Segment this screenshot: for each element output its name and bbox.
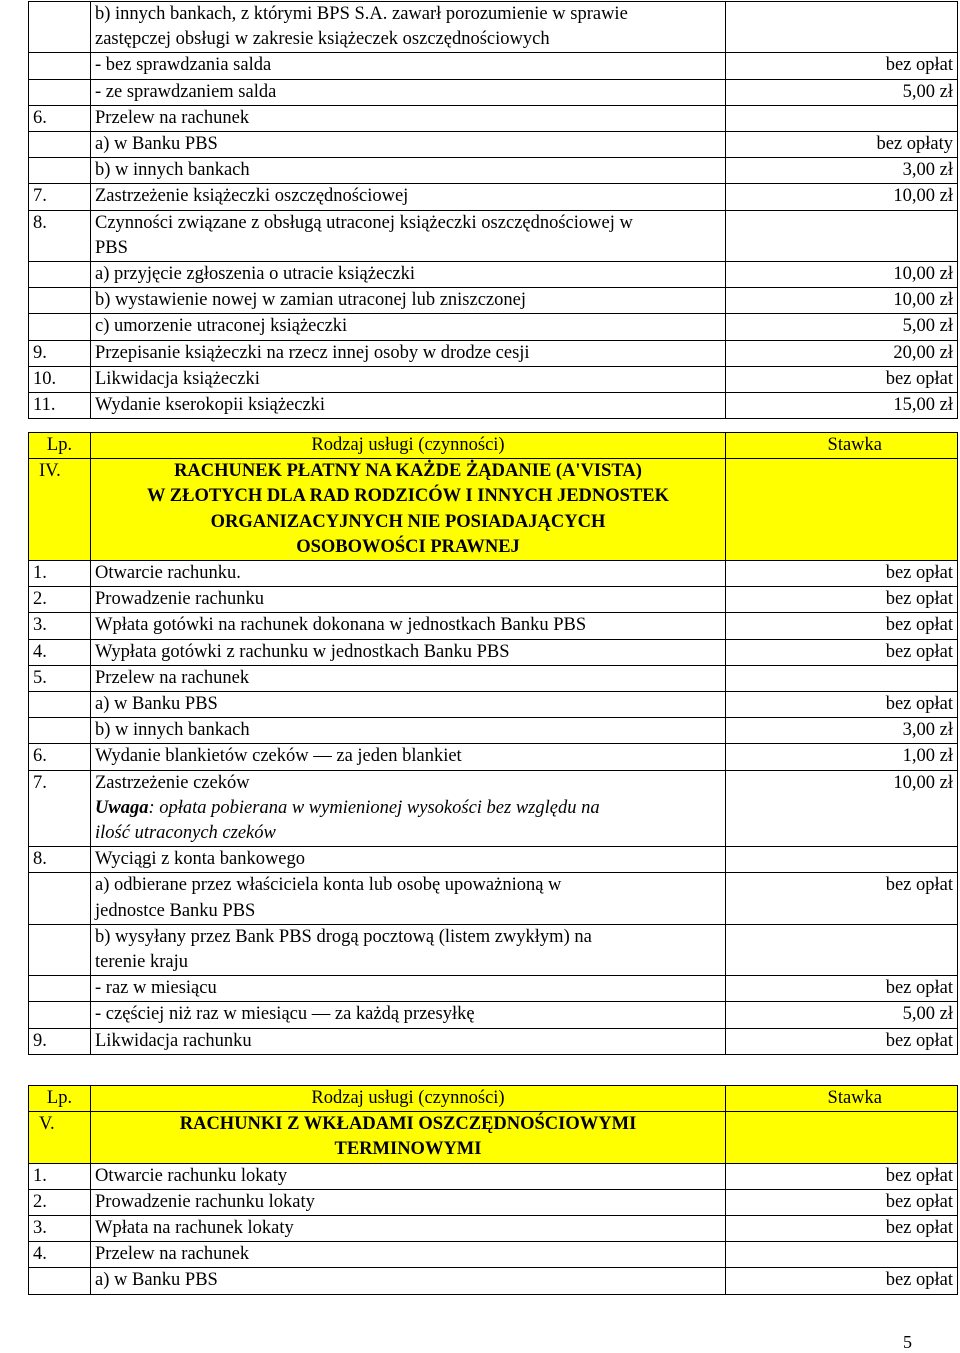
row-rate: bez opłat: [726, 1189, 958, 1215]
section-title-line: W ZŁOTYCH DLA RAD RODZICÓW I INNYCH JEDNOSTEK: [146, 486, 670, 507]
row-description: [91, 692, 726, 718]
table-row: [29, 613, 958, 639]
section-title-line: OSOBOWOŚCI PRAWNEJ: [296, 536, 520, 557]
row-number: [29, 288, 91, 314]
row-rate: 1,00 zł: [726, 744, 958, 770]
fee-table-rows: [29, 1163, 958, 1294]
row-number: [29, 79, 91, 105]
table-row: [29, 770, 958, 847]
row-rate: bez opłaty: [726, 132, 958, 158]
row-rate: [726, 2, 958, 53]
description-line: Czynności związane z obsługą utraconej książeczki oszczędnościowej w: [95, 212, 633, 233]
row-description: [91, 1002, 726, 1028]
row-rate: [726, 924, 958, 975]
description-line: PBS: [95, 237, 128, 258]
description-line: zastępczej obsługi w zakresie książeczek oszczędnościowych: [95, 29, 550, 50]
row-description: [91, 366, 726, 392]
description-line: b) w innych bankach: [95, 160, 250, 181]
row-description: [91, 1216, 726, 1242]
row-number: 2.: [29, 1189, 91, 1215]
row-number: 9.: [29, 1028, 91, 1054]
description-line: - ze sprawdzaniem salda: [95, 81, 277, 102]
row-description: [91, 2, 726, 53]
row-rate: 20,00 zł: [726, 340, 958, 366]
description-line: b) wystawienie nowej w zamian utraconej lub zniszczonej: [95, 290, 526, 311]
row-rate: 5,00 zł: [726, 314, 958, 340]
row-rate: bez opłat: [726, 1268, 958, 1294]
row-description: [91, 1268, 726, 1294]
table-row: [29, 744, 958, 770]
table-row: [29, 692, 958, 718]
table-row: [29, 79, 958, 105]
row-rate: bez opłat: [726, 366, 958, 392]
row-description: [91, 639, 726, 665]
header-lp: Lp.: [29, 433, 91, 459]
row-description: [91, 976, 726, 1002]
row-description: [91, 105, 726, 131]
description-line: Likwidacja książeczki: [95, 368, 260, 389]
table-row: [29, 158, 958, 184]
row-rate: bez opłat: [726, 976, 958, 1002]
page-number: 5: [903, 1332, 912, 1352]
row-rate: bez opłat: [726, 692, 958, 718]
table-row: [29, 718, 958, 744]
table-row: [29, 665, 958, 691]
description-line: a) w Banku PBS: [95, 134, 218, 155]
row-number: 8.: [29, 210, 91, 261]
description-line: a) przyjęcie zgłoszenia o utracie książeczki: [95, 264, 415, 285]
section-title-line: ORGANIZACYJNYCH NIE POSIADAJĄCYCH: [210, 511, 606, 532]
row-rate: bez opłat: [726, 561, 958, 587]
row-number: 3.: [29, 613, 91, 639]
description-line: jednostce Banku PBS: [95, 900, 256, 921]
row-number: [29, 976, 91, 1002]
row-rate: 10,00 zł: [726, 288, 958, 314]
fee-table-section-iv: [28, 432, 958, 1055]
row-rate: bez opłat: [726, 1216, 958, 1242]
row-number: 6.: [29, 105, 91, 131]
table-row: [29, 1163, 958, 1189]
table-row: [29, 132, 958, 158]
fee-table-body: [29, 1086, 958, 1164]
table-row: [29, 314, 958, 340]
row-rate: [726, 105, 958, 131]
table-row: [29, 262, 958, 288]
row-rate: bez opłat: [726, 873, 958, 924]
row-description: [91, 1028, 726, 1054]
row-description: [91, 340, 726, 366]
row-rate: 10,00 zł: [726, 770, 958, 847]
description-line: Wyciągi z konta bankowego: [95, 849, 306, 870]
description-line: - raz w miesiącu: [95, 978, 217, 999]
row-number: 5.: [29, 665, 91, 691]
row-description: [91, 1189, 726, 1215]
section-row: [29, 459, 958, 561]
row-description: [91, 132, 726, 158]
table-row: [29, 53, 958, 79]
row-description: [91, 613, 726, 639]
row-number: 4.: [29, 639, 91, 665]
row-number: 1.: [29, 1163, 91, 1189]
table-row: [29, 2, 958, 53]
description-line: Zastrzeżenie czeków: [95, 772, 250, 793]
row-description: [91, 1242, 726, 1268]
fee-table-rows: [29, 561, 958, 1055]
table-row: [29, 1028, 958, 1054]
table-row: [29, 210, 958, 261]
table-row: [29, 587, 958, 613]
note-body-continued: ilość utraconych czeków: [95, 823, 276, 844]
row-rate: [726, 665, 958, 691]
row-rate: bez opłat: [726, 613, 958, 639]
row-description: [91, 561, 726, 587]
table-row: [29, 847, 958, 873]
section-number: V.: [29, 1112, 91, 1163]
section-row: [29, 1112, 958, 1163]
description-line: terenie kraju: [95, 952, 188, 973]
section-number: IV.: [29, 459, 91, 561]
table-row: [29, 1216, 958, 1242]
row-rate: [726, 1242, 958, 1268]
description-line: - bez sprawdzania salda: [95, 55, 272, 76]
fee-table-continued: [28, 1, 958, 419]
table-row: [29, 1189, 958, 1215]
row-number: [29, 314, 91, 340]
description-line: b) innych bankach, z którymi BPS S.A. zawarł porozumienie w sprawie: [95, 4, 628, 24]
description-line: Przelew na rachunek: [95, 1244, 250, 1265]
description-line: Wpłata na rachunek lokaty: [95, 1218, 294, 1239]
note-label: Uwaga: [95, 797, 149, 818]
row-rate: 5,00 zł: [726, 79, 958, 105]
description-line: Prowadzenie rachunku: [95, 589, 265, 610]
table-row: [29, 873, 958, 924]
row-number: 11.: [29, 393, 91, 419]
row-rate: bez opłat: [726, 639, 958, 665]
row-description: [91, 873, 726, 924]
row-description: [91, 587, 726, 613]
row-description: [91, 262, 726, 288]
row-number: [29, 692, 91, 718]
table-row: [29, 288, 958, 314]
description-line: Otwarcie rachunku lokaty: [95, 1165, 288, 1186]
description-line: Przelew na rachunek: [95, 107, 250, 128]
table-header-row: [29, 1086, 958, 1112]
row-rate: 3,00 zł: [726, 718, 958, 744]
row-rate: bez opłat: [726, 587, 958, 613]
section-title-line: RACHUNEK PŁATNY NA KAŻDE ŻĄDANIE (A'VISTA): [174, 461, 642, 482]
header-rate: Stawka: [726, 433, 958, 459]
row-rate: [726, 210, 958, 261]
row-description: [91, 847, 726, 873]
description-line: Otwarcie rachunku.: [95, 563, 241, 584]
row-description: [91, 770, 726, 847]
section-rate-empty: [726, 1112, 958, 1163]
row-description: [91, 184, 726, 210]
row-rate: 10,00 zł: [726, 262, 958, 288]
row-number: [29, 1268, 91, 1294]
description-line: Wpłata gotówki na rachunek dokonana w jednostkach Banku PBS: [95, 615, 587, 636]
row-number: 1.: [29, 561, 91, 587]
row-description: [91, 393, 726, 419]
row-number: [29, 158, 91, 184]
table-row: [29, 340, 958, 366]
row-rate: bez opłat: [726, 1163, 958, 1189]
row-description: [91, 665, 726, 691]
row-rate: 3,00 zł: [726, 158, 958, 184]
note-body: : opłata pobierana w wymienionej wysokości bez względu na: [148, 797, 600, 818]
description-line: c) umorzenie utraconej książeczki: [95, 316, 348, 337]
row-description: [91, 718, 726, 744]
description-line: a) odbierane przez właściciela konta lub osobę upoważnioną w: [95, 875, 562, 896]
row-rate: 10,00 zł: [726, 184, 958, 210]
table-row: [29, 561, 958, 587]
row-number: [29, 924, 91, 975]
section-title: [91, 1112, 726, 1163]
table-row: [29, 1268, 958, 1294]
section-title: [91, 459, 726, 561]
description-line: Wydanie kserokopii książeczki: [95, 395, 326, 416]
description-line: b) w innych bankach: [95, 720, 250, 741]
header-service-type: Rodzaj usługi (czynności): [91, 1086, 726, 1112]
header-rate: Stawka: [726, 1086, 958, 1112]
row-number: [29, 132, 91, 158]
row-number: [29, 1002, 91, 1028]
row-number: 3.: [29, 1216, 91, 1242]
description-line: Wypłata gotówki z rachunku w jednostkach Banku PBS: [95, 641, 510, 662]
row-number: [29, 262, 91, 288]
table-header-row: [29, 433, 958, 459]
row-description: [91, 210, 726, 261]
section-title-line: RACHUNKI Z WKŁADAMI OSZCZĘDNOŚCIOWYMI: [179, 1114, 637, 1135]
row-number: [29, 2, 91, 53]
row-description: [91, 53, 726, 79]
note-text: [95, 796, 721, 821]
description-line: Wydanie blankietów czeków — za jeden blankiet: [95, 746, 462, 767]
row-number: [29, 53, 91, 79]
table-row: [29, 184, 958, 210]
row-number: 2.: [29, 587, 91, 613]
table-row: [29, 924, 958, 975]
header-service-type: Rodzaj usługi (czynności): [91, 433, 726, 459]
row-rate: bez opłat: [726, 53, 958, 79]
row-description: [91, 158, 726, 184]
row-description: [91, 288, 726, 314]
row-number: [29, 718, 91, 744]
table-row: [29, 366, 958, 392]
table-row: [29, 639, 958, 665]
row-rate: 15,00 zł: [726, 393, 958, 419]
row-number: 6.: [29, 744, 91, 770]
row-rate: 5,00 zł: [726, 1002, 958, 1028]
table-row: [29, 105, 958, 131]
section-rate-empty: [726, 459, 958, 561]
row-description: [91, 79, 726, 105]
description-line: Przepisanie książeczki na rzecz innej osoby w drodze cesji: [95, 342, 530, 363]
row-number: 9.: [29, 340, 91, 366]
row-rate: [726, 847, 958, 873]
fee-table-body: [29, 2, 958, 419]
row-description: [91, 314, 726, 340]
description-line: - częściej niż raz w miesiącu — za każdą przesyłkę: [95, 1004, 475, 1025]
description-line: b) wysyłany przez Bank PBS drogą pocztową (listem zwykłym) na: [95, 926, 592, 947]
section-title-line: TERMINOWYMI: [334, 1139, 482, 1160]
fee-table-body: [29, 433, 958, 561]
row-number: [29, 873, 91, 924]
row-description: [91, 924, 726, 975]
row-number: 7.: [29, 184, 91, 210]
row-description: [91, 744, 726, 770]
row-number: 8.: [29, 847, 91, 873]
description-line: Likwidacja rachunku: [95, 1030, 252, 1051]
description-line: Przelew na rachunek: [95, 667, 250, 688]
description-line: Prowadzenie rachunku lokaty: [95, 1191, 315, 1212]
table-row: [29, 976, 958, 1002]
row-rate: bez opłat: [726, 1028, 958, 1054]
description-line: a) w Banku PBS: [95, 694, 218, 715]
fee-table-section-v: [28, 1085, 958, 1295]
description-line: a) w Banku PBS: [95, 1270, 218, 1291]
row-number: 10.: [29, 366, 91, 392]
table-row: [29, 393, 958, 419]
description-line: Zastrzeżenie książeczki oszczędnościowej: [95, 186, 409, 207]
row-description: [91, 1163, 726, 1189]
row-number: 4.: [29, 1242, 91, 1268]
header-lp: Lp.: [29, 1086, 91, 1112]
table-row: [29, 1002, 958, 1028]
table-row: [29, 1242, 958, 1268]
row-number: 7.: [29, 770, 91, 847]
